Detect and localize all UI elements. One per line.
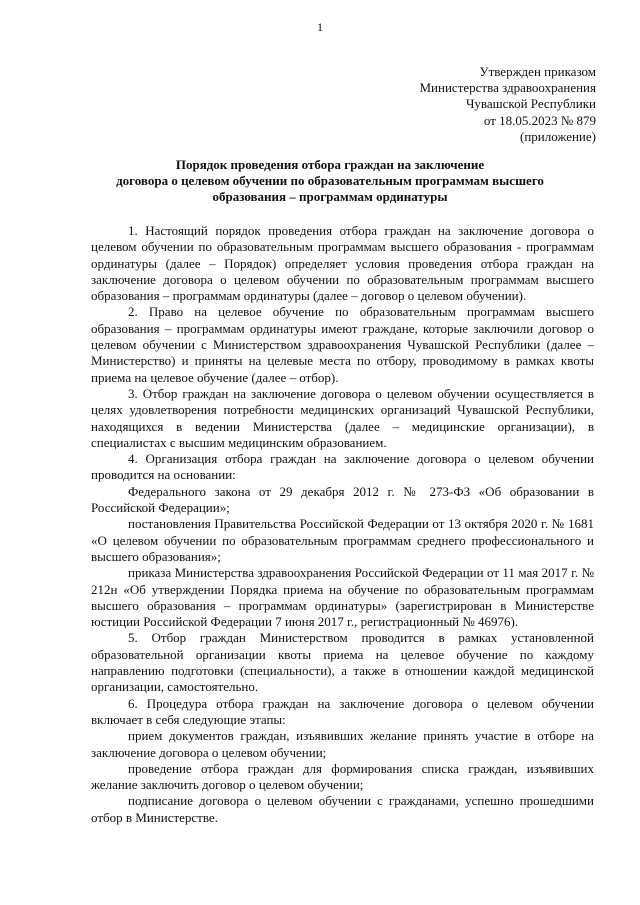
approval-line: от 18.05.2023 № 879	[483, 112, 596, 128]
title-line: образования – программам ординатуры	[212, 189, 448, 205]
title-line: договора о целевом обучении по образовательным программам высшего	[116, 173, 544, 189]
title-line: Порядок проведения отбора граждан на заключение	[175, 157, 485, 172]
page-number: 1	[317, 20, 323, 34]
approval-line: (приложение)	[519, 128, 596, 144]
paragraph-6-stage-selection: проведение отбора граждан для формирования списка граждан, изъявивших желание заключить договор о целевом обучении;	[91, 760, 594, 793]
paragraph-4-basis-federal-law: Федерального закона от 29 декабря 2012 г. № 273-ФЗ «Об образовании в Российской Федерации»;	[91, 483, 594, 516]
approval-block	[420, 64, 597, 145]
document-body	[91, 223, 594, 826]
paragraph-1: 1. Настоящий порядок проведения отбора граждан на заключение договора о целевом обучении по образовательным программам высшего образования - программам ординатуры (далее – Порядок) определяет условия проведения отбора граждан на заключение договора о целевом обучении по образовательным программам высшего образования – программам ординатуры (далее – договор о целевом обучении).	[91, 223, 594, 304]
approval-line: Чувашской Республики	[465, 96, 596, 112]
paragraph-4-basis-ministry-order: приказа Министерства здравоохранения Российской Федерации от 11 мая 2017 г. № 212н «Об утверждении Порядка приема на обучение по образовательным программам высшего образования – программам ординатуры» (зарегистрирован в Министерстве юстиции Российской Федерации 7 июня 2017 г., регистрационный № 46976).	[91, 565, 594, 630]
paragraph-5: 5. Отбор граждан Министерством проводится в рамках установленной образовательной организации квоты приема на целевое обучение по каждому направлению подготовки (специальности), а также в отношении каждой медицинской организации, самостоятельно.	[91, 630, 594, 695]
approval-line: Министерства здравоохранения	[419, 80, 596, 96]
paragraph-4-basis-government-resolution: постановления Правительства Российской Федерации от 13 октября 2020 г. № 1681 «О целевом обучении по образовательным программам среднего профессионального и высшего образования»;	[91, 516, 594, 564]
paragraph-6-stage-documents: прием документов граждан, изъявивших желание принять участие в отборе на заключение договора о целевом обучении;	[91, 728, 594, 760]
paragraph-3: 3. Отбор граждан на заключение договора о целевом обучении осуществляется в целях удовлетворения потребности медицинских организаций Чувашской Республики, находящихся в ведении Министерства (далее – медицинские организации), в специалистах с высшим медицинским образованием.	[91, 385, 594, 450]
paragraph-6: 6. Процедура отбора граждан на заключение договора о целевом обучении включает в себя следующие этапы:	[91, 695, 594, 727]
paragraph-2: 2. Право на целевое обучение по образовательным программам высшего образования – программам ординатуры имеют граждане, которые заключили договор о целевом обучении с Министерством здравоохранения Чувашской Республики (далее – Министерство) и приняты на целевые места по отбору, проводимому в рамках квоты приема на целевое обучение (далее – отбор).	[91, 304, 594, 385]
document-title	[60, 157, 600, 206]
paragraph-4: 4. Организация отбора граждан на заключение договора о целевом обучении проводится на основании:	[91, 451, 594, 483]
paragraph-6-stage-signing: подписание договора о целевом обучении с гражданами, успешно прошедшими отбор в Министерстве.	[91, 793, 594, 825]
approval-line: Утвержден приказом	[479, 64, 596, 79]
